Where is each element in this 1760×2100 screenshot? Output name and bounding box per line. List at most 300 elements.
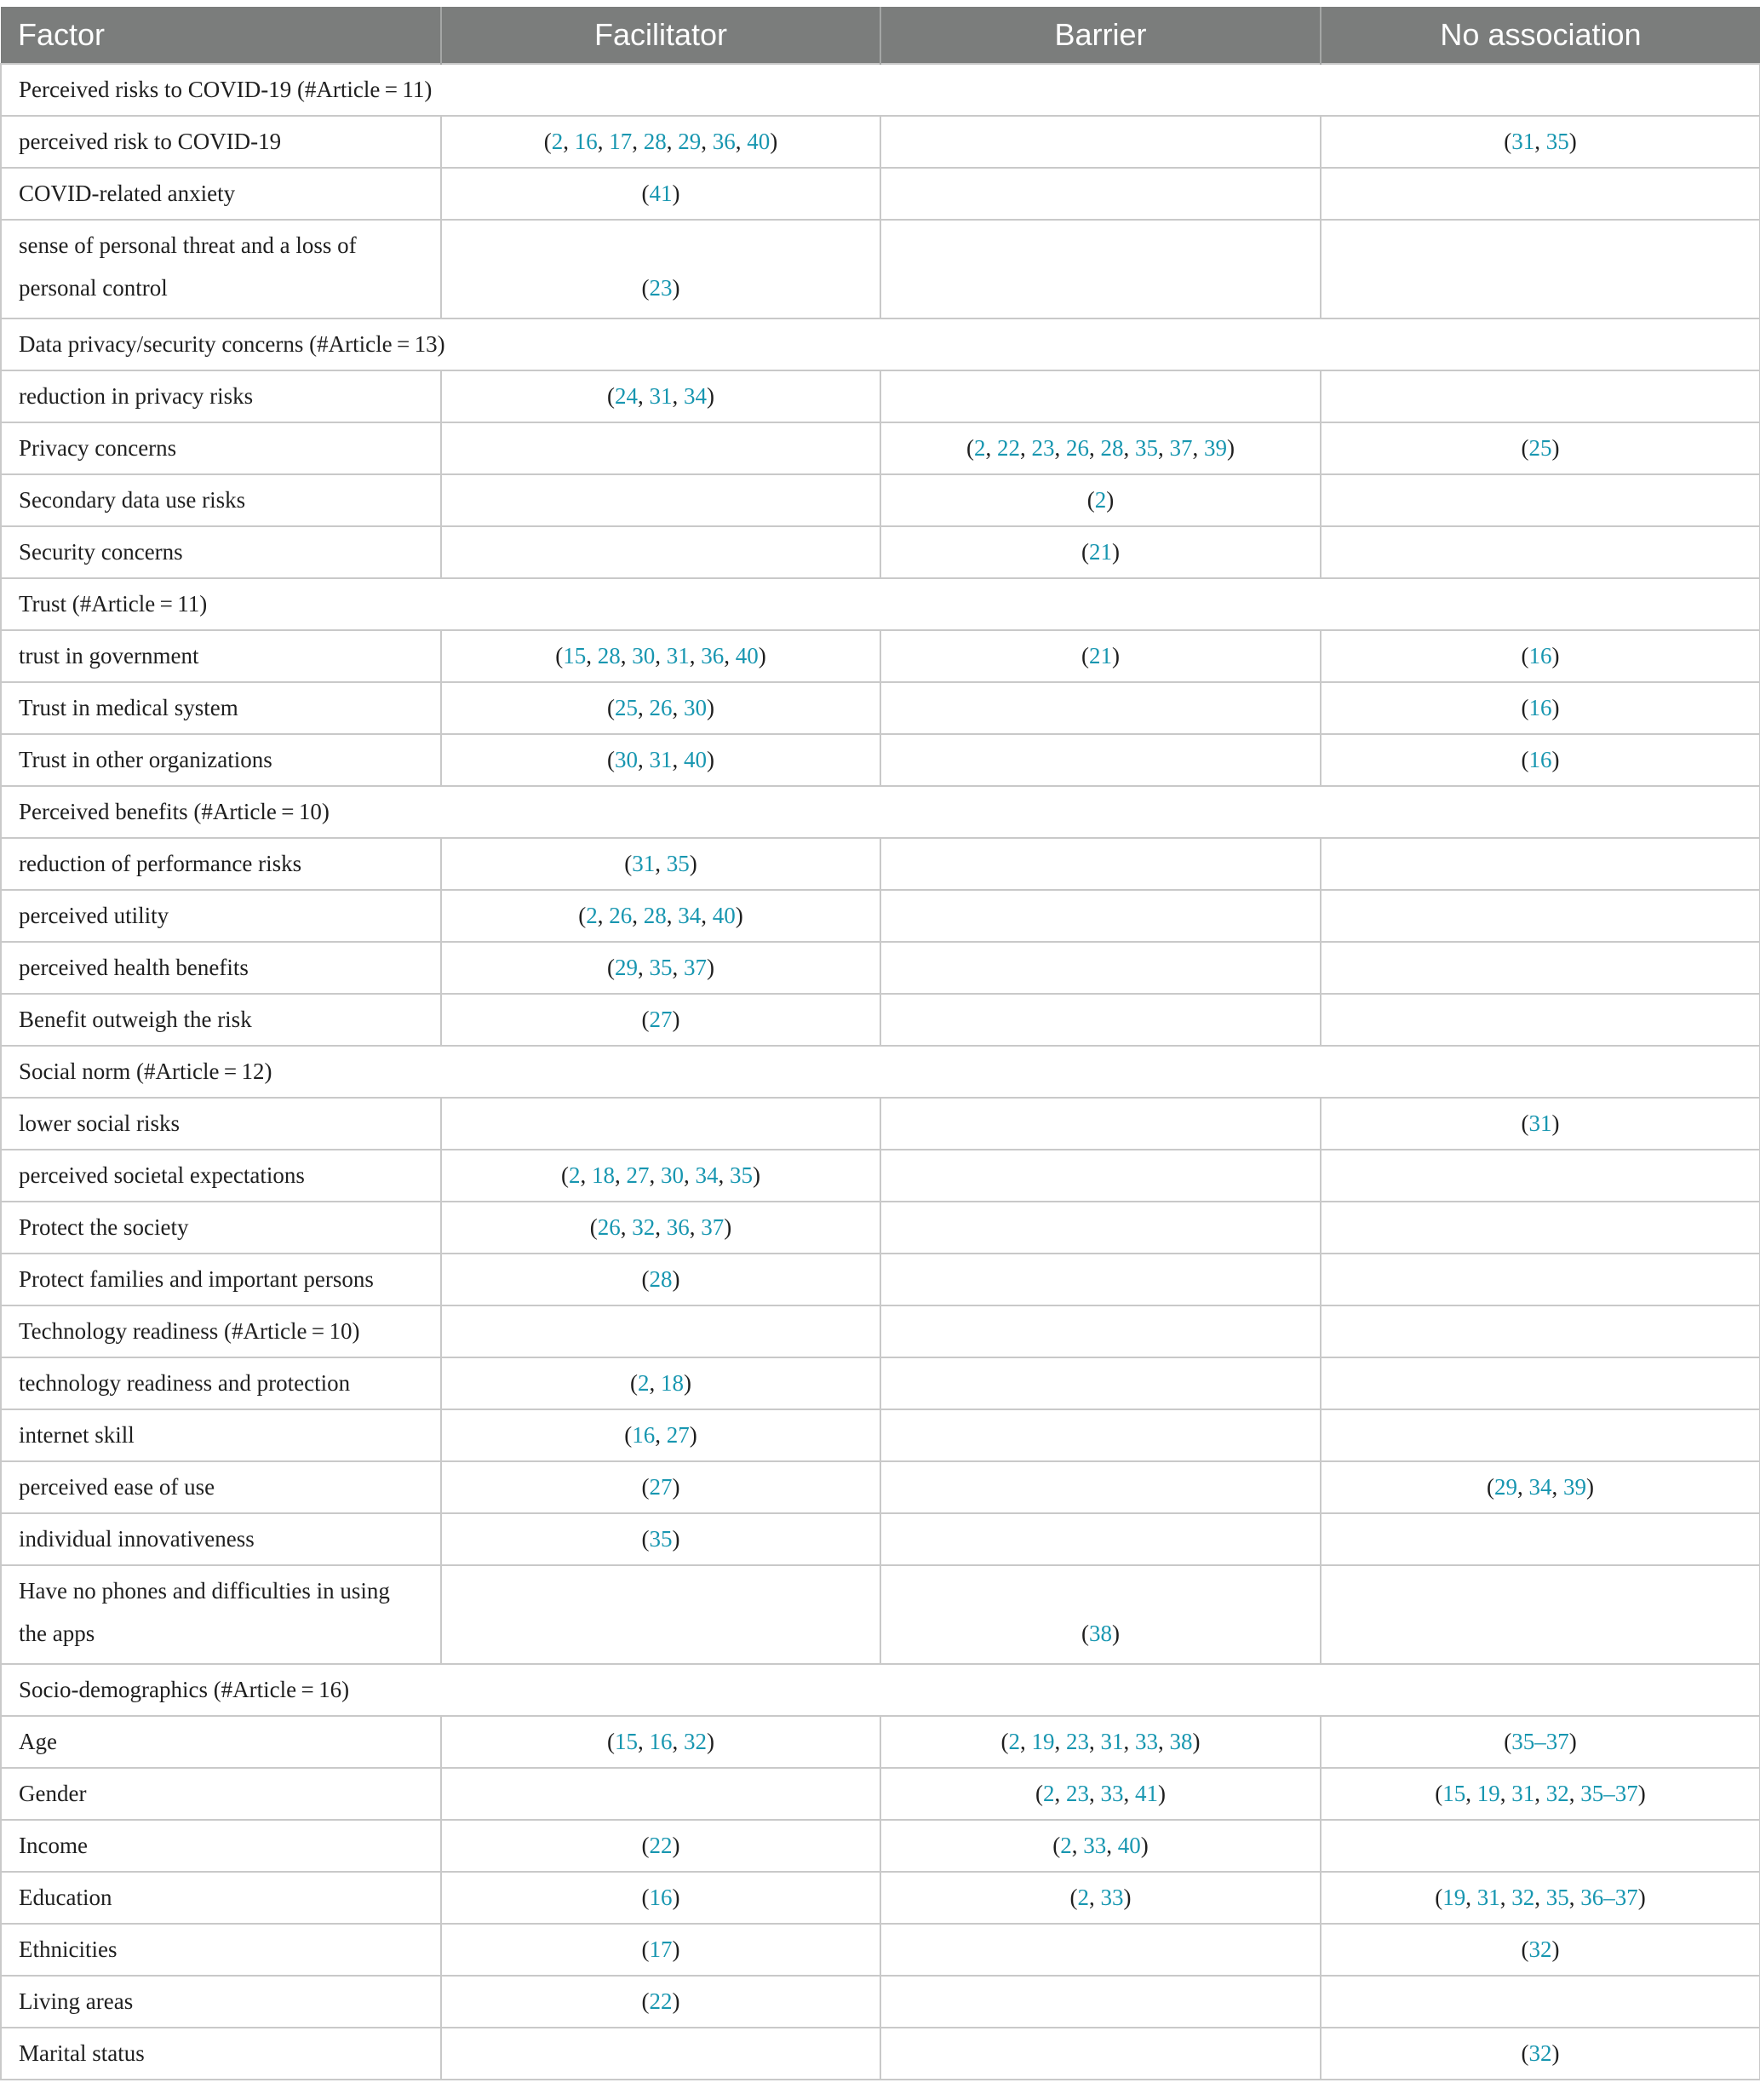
- paren-open: (: [607, 695, 615, 720]
- barrier-cell: [880, 474, 1321, 526]
- paren-close: ): [1123, 1885, 1132, 1910]
- facilitator-cell: [441, 1872, 880, 1924]
- facilitator-cell: [441, 1461, 880, 1513]
- facilitator-cell: [441, 630, 880, 682]
- factor-cell: Education: [1, 1872, 441, 1924]
- paren-open: (: [589, 1214, 598, 1240]
- ref-separator: ,: [672, 955, 684, 980]
- factor-cell: Ethnicities: [1, 1924, 441, 1976]
- reference-link[interactable]: 36: [701, 643, 725, 668]
- ref-separator: ,: [1534, 129, 1546, 154]
- factor-cell: Gender: [1, 1768, 441, 1820]
- table-row: [1, 526, 1760, 578]
- ref-separator: ,: [1158, 435, 1170, 461]
- facilitator-cell: [441, 1513, 880, 1565]
- table-row: [1, 942, 1760, 994]
- facilitator-cell: [441, 422, 880, 474]
- paren-open: (: [966, 435, 974, 461]
- ref-separator: ,: [724, 643, 736, 668]
- ref-separator: ,: [1499, 1885, 1512, 1910]
- reference-link[interactable]: 31: [666, 643, 690, 668]
- ref-separator: ,: [1123, 1729, 1135, 1754]
- ref-separator: ,: [563, 129, 575, 154]
- section-title: Perceived risks to COVID-19 (#Article = 11): [1, 64, 1760, 116]
- reference-link[interactable]: 32: [1528, 1936, 1552, 1962]
- reference-link[interactable]: 16: [574, 129, 598, 154]
- no-association-cell: [1321, 1150, 1760, 1202]
- ref-separator: ,: [1020, 435, 1032, 461]
- ref-separator: ,: [1123, 435, 1135, 461]
- reference-link[interactable]: 27: [626, 1162, 650, 1188]
- no-association-cell: [1321, 474, 1760, 526]
- no-association-cell: [1321, 1254, 1760, 1305]
- barrier-cell: [880, 1409, 1321, 1461]
- paren-close: ): [1112, 643, 1120, 668]
- paren-close: ): [735, 903, 743, 928]
- barrier-cell: [880, 734, 1321, 786]
- reference-link[interactable]: 26: [609, 903, 633, 928]
- reference-link[interactable]: 23: [649, 275, 673, 301]
- table-row: [1, 1872, 1760, 1924]
- barrier-cell: [880, 1150, 1321, 1202]
- ref-separator: ,: [1089, 1729, 1101, 1754]
- reference-link[interactable]: 34: [678, 903, 702, 928]
- section-row: [1, 1664, 1760, 1716]
- paren-open: (: [578, 903, 587, 928]
- reference-link[interactable]: 26: [597, 1214, 621, 1240]
- ref-separator: ,: [655, 643, 667, 668]
- reference-link[interactable]: 35: [666, 851, 690, 876]
- section-row: [1, 578, 1760, 630]
- reference-link[interactable]: 27: [666, 1422, 690, 1448]
- reference-link[interactable]: 33: [1100, 1781, 1124, 1806]
- no-association-cell: [1321, 994, 1760, 1046]
- reference-link[interactable]: 19: [1476, 1781, 1500, 1806]
- factor-cell: individual innovativeness: [1, 1513, 441, 1565]
- table-row: [1, 1357, 1760, 1409]
- reference-link[interactable]: 37: [701, 1214, 725, 1240]
- no-association-cell: [1321, 1565, 1760, 1664]
- reference-link[interactable]: 16: [649, 1729, 673, 1754]
- table-row: [1, 1409, 1760, 1461]
- paren-open: (: [624, 851, 633, 876]
- ref-separator: ,: [666, 903, 679, 928]
- paren-close: ): [1112, 1621, 1120, 1646]
- no-association-cell: [1321, 1202, 1760, 1254]
- facilitator-cell: [441, 1565, 880, 1664]
- reference-link[interactable]: 28: [597, 643, 621, 668]
- ref-separator: ,: [1534, 1781, 1546, 1806]
- factor-cell: Trust in medical system: [1, 682, 441, 734]
- reference-link[interactable]: 23: [1066, 1781, 1089, 1806]
- ref-separator: ,: [1517, 1474, 1529, 1500]
- reference-link[interactable]: 24: [615, 383, 638, 409]
- ref-separator: ,: [1192, 435, 1204, 461]
- barrier-cell: [880, 1461, 1321, 1513]
- table-row: [1, 116, 1760, 168]
- no-association-cell: [1321, 370, 1760, 422]
- no-association-cell: [1321, 1513, 1760, 1565]
- no-association-cell: [1321, 422, 1760, 474]
- no-association-cell: [1321, 942, 1760, 994]
- reference-link[interactable]: 34: [684, 383, 707, 409]
- table-row: [1, 1202, 1760, 1254]
- no-association-cell: [1321, 1098, 1760, 1150]
- reference-link[interactable]: 40: [735, 643, 759, 668]
- reference-link[interactable]: 15: [1442, 1781, 1466, 1806]
- table-row: [1, 1976, 1760, 2028]
- reference-link[interactable]: 35: [1545, 129, 1569, 154]
- factor-cell: COVID-related anxiety: [1, 168, 441, 220]
- factor-cell: technology readiness and protection: [1, 1357, 441, 1409]
- reference-link[interactable]: 22: [997, 435, 1020, 461]
- reference-link[interactable]: 28: [1100, 435, 1124, 461]
- reference-link[interactable]: 40: [747, 129, 771, 154]
- reference-link[interactable]: 16: [1528, 695, 1552, 720]
- factor-cell: Privacy concerns: [1, 422, 441, 474]
- ref-separator: ,: [586, 643, 598, 668]
- reference-link[interactable]: 2: [1008, 1729, 1020, 1754]
- barrier-cell: [880, 1716, 1321, 1768]
- barrier-cell: [880, 942, 1321, 994]
- reference-link[interactable]: 40: [1117, 1833, 1141, 1858]
- paren-open: (: [1069, 1885, 1078, 1910]
- ref-separator: ,: [620, 1214, 633, 1240]
- reference-link[interactable]: 16: [1528, 747, 1552, 772]
- empty-cell: [441, 1305, 880, 1357]
- barrier-cell: [880, 422, 1321, 474]
- reference-link[interactable]: 32: [684, 1729, 707, 1754]
- barrier-cell: [880, 630, 1321, 682]
- ref-separator: ,: [718, 1162, 730, 1188]
- reference-link[interactable]: 33: [1100, 1885, 1124, 1910]
- barrier-cell: [880, 1872, 1321, 1924]
- section-title: Data privacy/security concerns (#Article = 13): [1, 318, 1760, 370]
- paren-close: ): [1586, 1474, 1594, 1500]
- reference-link[interactable]: 32: [1528, 2040, 1552, 2066]
- reference-link[interactable]: 38: [1089, 1621, 1112, 1646]
- paren-open: (: [607, 1729, 615, 1754]
- reference-link[interactable]: 16: [1528, 643, 1552, 668]
- paren-open: (: [1052, 1833, 1061, 1858]
- reference-link[interactable]: 2: [638, 1370, 650, 1396]
- reference-link[interactable]: 32: [1545, 1781, 1569, 1806]
- ref-separator: ,: [649, 1162, 661, 1188]
- reference-link[interactable]: 31: [649, 747, 673, 772]
- ref-separator: ,: [638, 695, 650, 720]
- paren-open: (: [641, 1266, 650, 1292]
- barrier-cell: [880, 838, 1321, 890]
- paren-open: (: [641, 1885, 650, 1910]
- reference-link[interactable]: 15: [615, 1729, 638, 1754]
- reference-link[interactable]: 29: [615, 955, 638, 980]
- reference-link[interactable]: 2: [586, 903, 598, 928]
- facilitator-cell: [441, 1409, 880, 1461]
- reference-link[interactable]: 35–37: [1580, 1781, 1638, 1806]
- reference-link[interactable]: 35: [1135, 435, 1158, 461]
- reference-link[interactable]: 41: [1135, 1781, 1158, 1806]
- table-row: [1, 1768, 1760, 1820]
- ref-separator: ,: [672, 383, 684, 409]
- reference-link[interactable]: 29: [678, 129, 702, 154]
- ref-separator: ,: [1568, 1885, 1581, 1910]
- reference-link[interactable]: 22: [649, 1988, 673, 2014]
- reference-link[interactable]: 21: [1089, 643, 1112, 668]
- ref-separator: ,: [1054, 1729, 1066, 1754]
- reference-link[interactable]: 31: [1100, 1729, 1124, 1754]
- reference-link[interactable]: 21: [1089, 539, 1112, 565]
- table-row: [1, 734, 1760, 786]
- table-row: [1, 630, 1760, 682]
- facilitator-cell: [441, 474, 880, 526]
- reference-link[interactable]: 18: [592, 1162, 615, 1188]
- reference-link[interactable]: 2: [569, 1162, 581, 1188]
- reference-link[interactable]: 31: [1511, 1781, 1535, 1806]
- table-row: [1, 474, 1760, 526]
- reference-link[interactable]: 25: [615, 695, 638, 720]
- paren-close: ): [1551, 643, 1560, 668]
- barrier-cell: [880, 890, 1321, 942]
- ref-separator: ,: [1534, 1885, 1546, 1910]
- reference-link[interactable]: 36: [666, 1214, 690, 1240]
- paren-open: (: [641, 1936, 650, 1962]
- reference-link[interactable]: 16: [649, 1885, 673, 1910]
- paren-close: ): [689, 1422, 697, 1448]
- reference-link[interactable]: 15: [563, 643, 587, 668]
- paren-open: (: [1000, 1729, 1009, 1754]
- reference-link[interactable]: 36–37: [1580, 1885, 1638, 1910]
- barrier-cell: [880, 1098, 1321, 1150]
- ref-separator: ,: [666, 129, 679, 154]
- reference-link[interactable]: 40: [684, 747, 707, 772]
- table-row: [1, 168, 1760, 220]
- paren-open: (: [543, 129, 552, 154]
- reference-link[interactable]: 39: [1563, 1474, 1586, 1500]
- paren-open: (: [1521, 1936, 1529, 1962]
- ref-separator: ,: [655, 1214, 667, 1240]
- reference-link[interactable]: 19: [1442, 1885, 1466, 1910]
- facilitator-cell: [441, 1820, 880, 1872]
- reference-link[interactable]: 35: [730, 1162, 753, 1188]
- facilitator-cell: [441, 942, 880, 994]
- reference-link[interactable]: 23: [1066, 1729, 1089, 1754]
- paren-close: ): [1637, 1885, 1646, 1910]
- reference-link[interactable]: 35: [1545, 1885, 1569, 1910]
- section-row: [1, 318, 1760, 370]
- paren-open: (: [1081, 643, 1089, 668]
- reference-link[interactable]: 30: [615, 747, 638, 772]
- ref-separator: ,: [1106, 1833, 1118, 1858]
- ref-separator: ,: [638, 1729, 650, 1754]
- reference-link[interactable]: 37: [684, 955, 707, 980]
- ref-separator: ,: [638, 747, 650, 772]
- reference-link[interactable]: 2: [1094, 487, 1107, 513]
- reference-link[interactable]: 38: [1169, 1729, 1193, 1754]
- ref-separator: ,: [735, 129, 748, 154]
- reference-link[interactable]: 40: [712, 903, 736, 928]
- reference-link[interactable]: 32: [632, 1214, 656, 1240]
- reference-link[interactable]: 31: [1511, 129, 1535, 154]
- factor-cell: internet skill: [1, 1409, 441, 1461]
- barrier-cell: [880, 1768, 1321, 1820]
- paren-open: (: [1081, 1621, 1089, 1646]
- table-row: [1, 838, 1760, 890]
- reference-link[interactable]: 31: [1476, 1885, 1500, 1910]
- ref-separator: ,: [632, 903, 644, 928]
- factor-cell: Security concerns: [1, 526, 441, 578]
- table-row: [1, 1150, 1760, 1202]
- paren-open: (: [641, 1474, 650, 1500]
- facilitator-cell: [441, 526, 880, 578]
- reference-link[interactable]: 39: [1204, 435, 1227, 461]
- paren-close: ): [1568, 1729, 1577, 1754]
- ref-separator: ,: [655, 1422, 667, 1448]
- facilitator-cell: [441, 1976, 880, 2028]
- paren-close: ): [1551, 1110, 1560, 1136]
- facilitator-cell: [441, 682, 880, 734]
- ref-separator: ,: [620, 643, 633, 668]
- no-association-cell: [1321, 116, 1760, 168]
- paren-close: ): [672, 1007, 680, 1032]
- paren-open: (: [641, 1833, 650, 1858]
- reference-link[interactable]: 29: [1494, 1474, 1517, 1500]
- barrier-cell: [880, 2028, 1321, 2080]
- factor-cell: lower social risks: [1, 1098, 441, 1150]
- barrier-cell: [880, 220, 1321, 318]
- ref-separator: ,: [1054, 435, 1066, 461]
- reference-link[interactable]: 34: [1528, 1474, 1552, 1500]
- reference-link[interactable]: 2: [974, 435, 986, 461]
- paren-close: ): [672, 1885, 680, 1910]
- ref-separator: ,: [597, 903, 610, 928]
- reference-link[interactable]: 18: [661, 1370, 684, 1396]
- table-row: [1, 994, 1760, 1046]
- reference-link[interactable]: 37: [1169, 435, 1193, 461]
- reference-link[interactable]: 22: [649, 1833, 673, 1858]
- paren-open: (: [624, 1422, 633, 1448]
- paren-close: ): [672, 1988, 680, 2014]
- factor-cell: Secondary data use risks: [1, 474, 441, 526]
- factor-cell: trust in government: [1, 630, 441, 682]
- reference-link[interactable]: 28: [649, 1266, 673, 1292]
- barrier-cell: [880, 168, 1321, 220]
- facilitator-cell: [441, 116, 880, 168]
- paren-open: (: [1435, 1781, 1443, 1806]
- barrier-cell: [880, 1924, 1321, 1976]
- section-row: [1, 64, 1760, 116]
- ref-separator: ,: [672, 1729, 684, 1754]
- no-association-cell: [1321, 1716, 1760, 1768]
- section-row: [1, 786, 1760, 838]
- paren-open: (: [607, 955, 615, 980]
- no-association-cell: [1321, 630, 1760, 682]
- no-association-cell: [1321, 220, 1760, 318]
- section-title: Trust (#Article = 11): [1, 578, 1760, 630]
- reference-link[interactable]: 34: [695, 1162, 719, 1188]
- reference-link[interactable]: 33: [1135, 1729, 1158, 1754]
- reference-link[interactable]: 2: [1077, 1885, 1089, 1910]
- reference-link[interactable]: 2: [1060, 1833, 1072, 1858]
- reference-link[interactable]: 19: [1031, 1729, 1055, 1754]
- ref-separator: ,: [638, 383, 650, 409]
- barrier-cell: [880, 1202, 1321, 1254]
- facilitator-cell: [441, 168, 880, 220]
- paren-open: (: [555, 643, 564, 668]
- table-row: [1, 1254, 1760, 1305]
- reference-link[interactable]: 35: [649, 955, 673, 980]
- reference-link[interactable]: 32: [1511, 1885, 1535, 1910]
- reference-link[interactable]: 35: [649, 1526, 673, 1552]
- reference-link[interactable]: 31: [649, 383, 673, 409]
- reference-link[interactable]: 35–37: [1511, 1729, 1569, 1754]
- paren-close: ): [758, 643, 766, 668]
- facilitator-cell: [441, 1924, 880, 1976]
- factor-cell: Age: [1, 1716, 441, 1768]
- ref-separator: ,: [615, 1162, 627, 1188]
- paren-open: (: [641, 275, 650, 301]
- reference-link[interactable]: 36: [712, 129, 736, 154]
- reference-link[interactable]: 2: [551, 129, 564, 154]
- facilitator-cell: [441, 994, 880, 1046]
- reference-link[interactable]: 26: [649, 695, 673, 720]
- paren-close: ): [1106, 487, 1115, 513]
- header-factor: Factor: [1, 7, 441, 64]
- reference-link[interactable]: 17: [649, 1936, 673, 1962]
- reference-link[interactable]: 31: [632, 851, 656, 876]
- reference-link[interactable]: 28: [643, 903, 667, 928]
- reference-link[interactable]: 30: [661, 1162, 684, 1188]
- empty-cell: [1321, 1305, 1760, 1357]
- ref-separator: ,: [1089, 1885, 1101, 1910]
- reference-link[interactable]: 33: [1083, 1833, 1107, 1858]
- ref-separator: ,: [580, 1162, 592, 1188]
- ref-separator: ,: [638, 955, 650, 980]
- paren-open: (: [641, 1007, 650, 1032]
- section-row: [1, 1046, 1760, 1098]
- facilitator-cell: [441, 2028, 880, 2080]
- factor-cell: perceived societal expectations: [1, 1150, 441, 1202]
- ref-separator: ,: [701, 129, 713, 154]
- reference-link[interactable]: 30: [632, 643, 656, 668]
- reference-link[interactable]: 25: [1528, 435, 1552, 461]
- reference-link[interactable]: 30: [684, 695, 707, 720]
- section-title: Socio-demographics (#Article = 16): [1, 1664, 1760, 1716]
- no-association-cell: [1321, 1976, 1760, 2028]
- no-association-cell: [1321, 1461, 1760, 1513]
- table-row: [1, 682, 1760, 734]
- reference-link[interactable]: 27: [649, 1007, 673, 1032]
- paren-close: ): [1637, 1781, 1646, 1806]
- ref-separator: ,: [1089, 435, 1101, 461]
- barrier-cell: [880, 682, 1321, 734]
- factor-cell: Benefit outweigh the risk: [1, 994, 441, 1046]
- reference-link[interactable]: 41: [649, 181, 673, 206]
- reference-link[interactable]: 26: [1066, 435, 1089, 461]
- reference-link[interactable]: 27: [649, 1474, 673, 1500]
- reference-link[interactable]: 16: [632, 1422, 656, 1448]
- reference-link[interactable]: 23: [1031, 435, 1055, 461]
- table-row: [1, 1924, 1760, 1976]
- ref-separator: ,: [1071, 1833, 1084, 1858]
- factors-table-container: [0, 7, 1759, 2080]
- paren-close: ): [1192, 1729, 1201, 1754]
- paren-open: (: [1521, 643, 1529, 668]
- reference-link[interactable]: 28: [643, 129, 667, 154]
- reference-link[interactable]: 31: [1528, 1110, 1552, 1136]
- reference-link[interactable]: 2: [1043, 1781, 1055, 1806]
- reference-link[interactable]: 17: [609, 129, 633, 154]
- barrier-cell: [880, 1820, 1321, 1872]
